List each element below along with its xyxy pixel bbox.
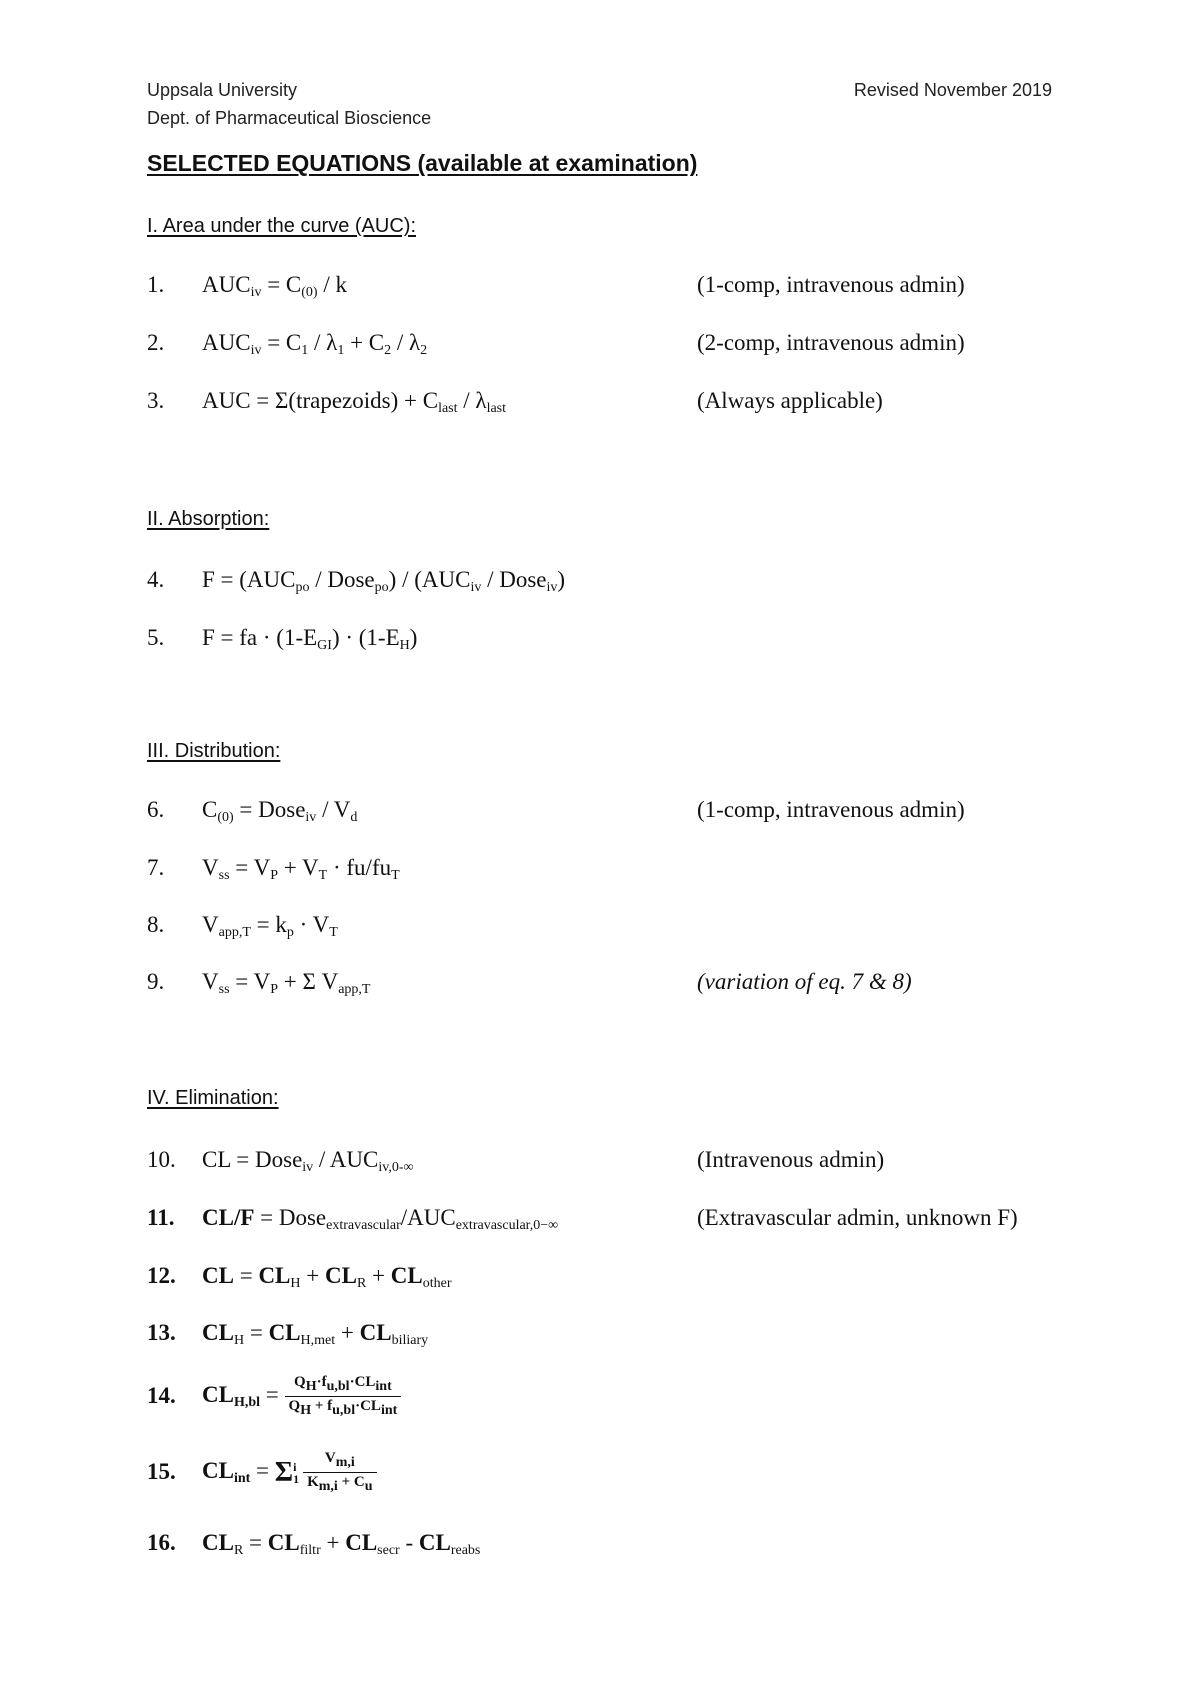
equation-note: (Always applicable) [697, 388, 883, 413]
equation-3 [147, 388, 1067, 422]
equation-number: 12. [147, 1263, 176, 1288]
equation-note: (2-comp, intravenous admin) [697, 330, 965, 355]
equation-formula: $CL/F = Dose_{extravascular}/AUC_{extravascular,0-\infty}$ [202, 1205, 559, 1233]
equation-number: 10. [147, 1147, 176, 1172]
equation-formula: $CL_{int} = \Sigma i$ 1 $\frac{V_{m,i}}{K_{m,i} + C_u}$ [202, 1449, 377, 1496]
equation-note: (Extravascular admin, unknown F) [697, 1205, 1018, 1230]
equation-formula: CL = $CL_H + CL_R + CL_{other}$ [202, 1263, 452, 1291]
sigma-symbol: Σ [274, 1456, 294, 1488]
equation-formula: $CL_R = CL_{filtr} + CL_{secr} - CL_{reabs}$ [202, 1530, 481, 1558]
equation-number: 8. [147, 912, 165, 937]
equation-12 [147, 1263, 1067, 1297]
equation-6 [147, 797, 1067, 831]
section-heading-distribution: III. Distribution: [147, 740, 281, 762]
equation-number: 16. [147, 1530, 176, 1555]
equation-number: 4. [147, 567, 165, 592]
equation-1 [147, 272, 1067, 306]
equation-formula: $CL_H = CL_{H,met} + CL_{biliary}$ [202, 1320, 429, 1348]
equation-number: 7. [147, 855, 165, 880]
equation-number: 11. [147, 1205, 175, 1230]
institution: Uppsala University [147, 80, 298, 100]
equation-10 [147, 1147, 1067, 1181]
equation-14 [147, 1374, 1067, 1418]
equation-number: 15. [147, 1459, 176, 1484]
equation-number: 13. [147, 1320, 176, 1345]
equation-13 [147, 1320, 1067, 1354]
equation-4 [147, 567, 1067, 601]
equation-number: 6. [147, 797, 165, 822]
equation-number: 5. [147, 625, 165, 650]
equation-formula: $AUC_{iv} = C_1 / \lambda_1 + C_2 / \lambda_2$ [202, 330, 428, 358]
equation-7 [147, 855, 1067, 889]
equation-formula: $V_{ss} = V_P + \Sigma$ $V_{app,T}$ [202, 969, 371, 997]
equation-number: 2. [147, 330, 165, 355]
equation-formula: AUC = Σ(trapezoids) + $C_{last} / \lambda_{last}$ [202, 388, 507, 416]
equation-formula: $CL_{H,bl}$ = $\frac{Q_H\cdot f_{u,bl}\cdot CL_{int}}{Q_H + f_{u,bl}\cdot CL_{int}}$ [202, 1373, 401, 1420]
fraction: $\frac{Q_H\cdot f_{u,bl}\cdot CL_{int}}{Q_H + f_{u,bl}\cdot CL_{int}}$ [285, 1373, 402, 1420]
equation-note: (1-comp, intravenous admin) [697, 272, 965, 297]
equation-formula: $V_{ss} = V_P + V_T \cdot fu/fu_T$ [202, 855, 400, 883]
equation-2 [147, 330, 1067, 364]
equation-note: (variation of eq. 7 & 8) [697, 969, 912, 994]
equation-formula: $C_{(0)}$ = Dose$_{iv}$ / $V_d$ [202, 797, 358, 825]
equation-number: 9. [147, 969, 165, 994]
equation-number: 3. [147, 388, 165, 413]
equation-number: 14. [147, 1383, 176, 1408]
document-title: SELECTED EQUATIONS (available at examination) [147, 150, 698, 176]
equation-formula: CL = Dose$_{iv}$ / $AUC_{iv,0-\infty}$ [202, 1147, 414, 1175]
equation-formula: $F = (AUC_{po}$ / Dose$_{po}$) / ($AUC_{iv}$ / Dose$_{iv}$) [202, 567, 566, 595]
equation-11 [147, 1205, 1067, 1239]
equation-formula: $V_{app,T} = k_p \cdot V_T$ [202, 912, 338, 940]
equation-15 [147, 1450, 1067, 1494]
equation-8 [147, 912, 1067, 946]
equation-16 [147, 1530, 1067, 1564]
header-left [147, 76, 431, 132]
fraction: $\frac{V_{m,i}}{K_{m,i} + C_u}$ [303, 1449, 376, 1496]
revision-date: Revised November 2019 [853, 80, 1052, 100]
equation-5 [147, 625, 1067, 659]
equation-formula: $AUC_{iv} = C_{(0)} / k$ [202, 272, 347, 300]
sum-limits: i 1 [293, 1459, 300, 1486]
department: Dept. of Pharmaceutical Bioscience [147, 108, 432, 128]
equation-note: (Intravenous admin) [697, 1147, 885, 1172]
section-heading-auc: I. Area under the curve (AUC): [147, 215, 417, 237]
equation-formula: F = fa · $(1-E_{GI}) \cdot (1-E_H)$ [202, 625, 418, 653]
section-heading-elimination: IV. Elimination: [147, 1087, 279, 1109]
equation-9 [147, 969, 1067, 1003]
equation-number: 1. [147, 272, 165, 297]
equation-note: (1-comp, intravenous admin) [697, 797, 965, 822]
section-heading-absorption: II. Absorption: [147, 508, 270, 530]
